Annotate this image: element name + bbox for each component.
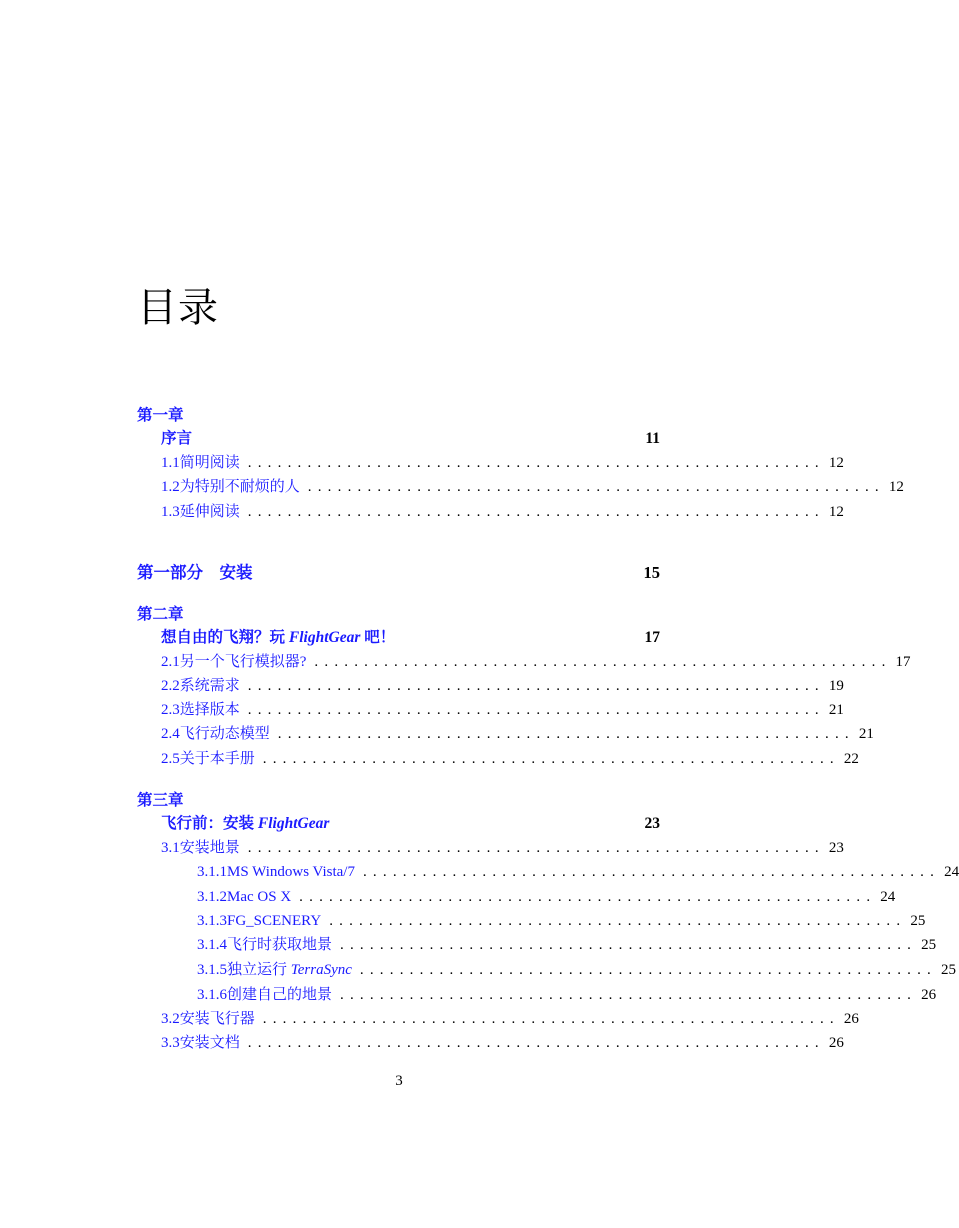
chapter-title-text: 序言 — [161, 430, 193, 447]
toc-entry-3-1-1[interactable] — [197, 861, 959, 883]
section-title: Mac OS X — [227, 889, 292, 905]
section-number: 3.1.1 — [197, 864, 227, 880]
toc-entry-2-3[interactable] — [161, 699, 844, 721]
section-number: 3.1.6 — [197, 987, 227, 1003]
dot-leader: .......................................................... — [362, 864, 941, 880]
section-number: 3.1.3 — [197, 913, 227, 929]
toc-entry-3-1-5[interactable] — [197, 959, 956, 981]
toc-entry-2-4[interactable] — [161, 723, 874, 745]
dot-leader: .......................................................... — [262, 751, 840, 767]
toc-entry-2-2[interactable] — [161, 675, 844, 697]
toc-entry-3-1-2[interactable] — [197, 886, 896, 908]
page-ref: 25 — [941, 962, 956, 978]
dot-leader: .......................................................... — [262, 1011, 840, 1027]
dot-leader: .......................................................... — [247, 455, 825, 471]
dot-leader: .......................................................... — [277, 726, 855, 742]
toc-entry-3-1-3[interactable] — [197, 910, 926, 932]
section-title: MS Windows Vista/7 — [227, 864, 355, 880]
chapter-title-text: 飞行前：安装 FlightGear — [161, 815, 330, 832]
section-title: 为特别不耐烦的人 — [179, 479, 300, 495]
section-title: 安装地景 — [179, 840, 240, 856]
toc-entry-1-3[interactable] — [161, 501, 844, 523]
page-ref: 12 — [828, 504, 844, 520]
chapter-3-title[interactable] — [161, 813, 660, 835]
chapter-1-label[interactable]: 第一章 — [137, 407, 184, 424]
chapter-3-label[interactable]: 第三章 — [137, 792, 184, 809]
section-title: 安装文档 — [179, 1035, 240, 1051]
page-ref: 22 — [843, 751, 859, 767]
dot-leader: .......................................................... — [247, 840, 825, 856]
section-title: 创建自己的地景 — [227, 987, 333, 1003]
section-title: 另一个飞行模拟器? — [179, 654, 307, 670]
page-ref: 19 — [828, 678, 844, 694]
toc-entry-2-1[interactable] — [161, 651, 911, 673]
page-ref: 25 — [910, 913, 926, 929]
section-title: 独立运行 TerraSync — [227, 962, 352, 978]
dot-leader: .......................................................... — [247, 504, 825, 520]
toc-entry-1-2[interactable] — [161, 476, 904, 498]
chapter-2-label[interactable]: 第二章 — [137, 606, 184, 623]
page-ref: 26 — [828, 1035, 844, 1051]
toc-entry-2-5[interactable] — [161, 748, 859, 770]
section-title: 飞行动态模型 — [179, 726, 270, 742]
toc-heading: 目录 — [137, 285, 219, 331]
toc-entry-3-3[interactable] — [161, 1032, 844, 1054]
section-number: 1.2 — [161, 479, 180, 495]
section-number: 2.2 — [161, 678, 180, 694]
dot-leader: .......................................................... — [314, 654, 892, 670]
dot-leader: .......................................................... — [340, 987, 918, 1003]
page-number: 3 — [395, 1073, 403, 1089]
page-ref: 23 — [828, 840, 844, 856]
page-ref: 11 — [645, 430, 660, 447]
section-number: 3.1.4 — [197, 937, 227, 953]
section-title: 安装飞行器 — [179, 1011, 255, 1027]
section-number: 3.1.2 — [197, 889, 227, 905]
page-ref: 15 — [643, 563, 660, 582]
toc-entry-3-1[interactable] — [161, 837, 844, 859]
page-ref: 23 — [644, 815, 660, 832]
toc-entry-3-1-4[interactable] — [197, 934, 937, 956]
chapter-title-text: 想自由的飞翔？玩 FlightGear 吧！ — [161, 629, 396, 646]
section-number: 2.1 — [161, 654, 180, 670]
part-1-entry[interactable] — [137, 562, 660, 584]
page-ref: 21 — [828, 702, 844, 718]
page-ref: 24 — [880, 889, 896, 905]
dot-leader: .......................................................... — [329, 913, 907, 929]
dot-leader: .......................................................... — [247, 1035, 825, 1051]
section-number: 3.1.5 — [197, 962, 227, 978]
section-number: 3.1 — [161, 840, 180, 856]
page-ref: 17 — [895, 654, 911, 670]
section-title: 飞行时获取地景 — [227, 937, 333, 953]
page-ref: 12 — [888, 479, 904, 495]
section-title: 延伸阅读 — [179, 504, 240, 520]
section-number: 3.2 — [161, 1011, 180, 1027]
section-title: 选择版本 — [179, 702, 240, 718]
section-number: 1.1 — [161, 455, 180, 471]
section-number: 2.3 — [161, 702, 180, 718]
section-title: 关于本手册 — [179, 751, 255, 767]
page-ref: 24 — [944, 864, 959, 880]
section-number: 1.3 — [161, 504, 180, 520]
toc-entry-1-1[interactable] — [161, 452, 844, 474]
part-title: 第一部分 安装 — [137, 563, 253, 582]
dot-leader: .......................................................... — [247, 678, 825, 694]
chapter-2-title[interactable] — [161, 627, 660, 649]
page-ref: 17 — [644, 629, 660, 646]
dot-leader: .......................................................... — [299, 889, 877, 905]
section-title: 系统需求 — [179, 678, 240, 694]
section-title: FG_SCENERY — [227, 913, 322, 929]
section-number: 3.3 — [161, 1035, 180, 1051]
chapter-1-title[interactable] — [161, 428, 660, 450]
dot-leader: .......................................................... — [340, 937, 918, 953]
toc-entry-3-2[interactable] — [161, 1008, 859, 1030]
page-ref: 26 — [843, 1011, 859, 1027]
toc-entry-3-1-6[interactable] — [197, 984, 937, 1006]
section-number: 2.5 — [161, 751, 180, 767]
section-number: 2.4 — [161, 726, 180, 742]
dot-leader: .......................................................... — [307, 479, 885, 495]
page-ref: 12 — [828, 455, 844, 471]
page-ref: 26 — [921, 987, 937, 1003]
page-ref: 21 — [858, 726, 874, 742]
section-title: 简明阅读 — [179, 455, 240, 471]
dot-leader: .......................................................... — [359, 962, 937, 978]
dot-leader: .......................................................... — [247, 702, 825, 718]
page-ref: 25 — [921, 937, 937, 953]
